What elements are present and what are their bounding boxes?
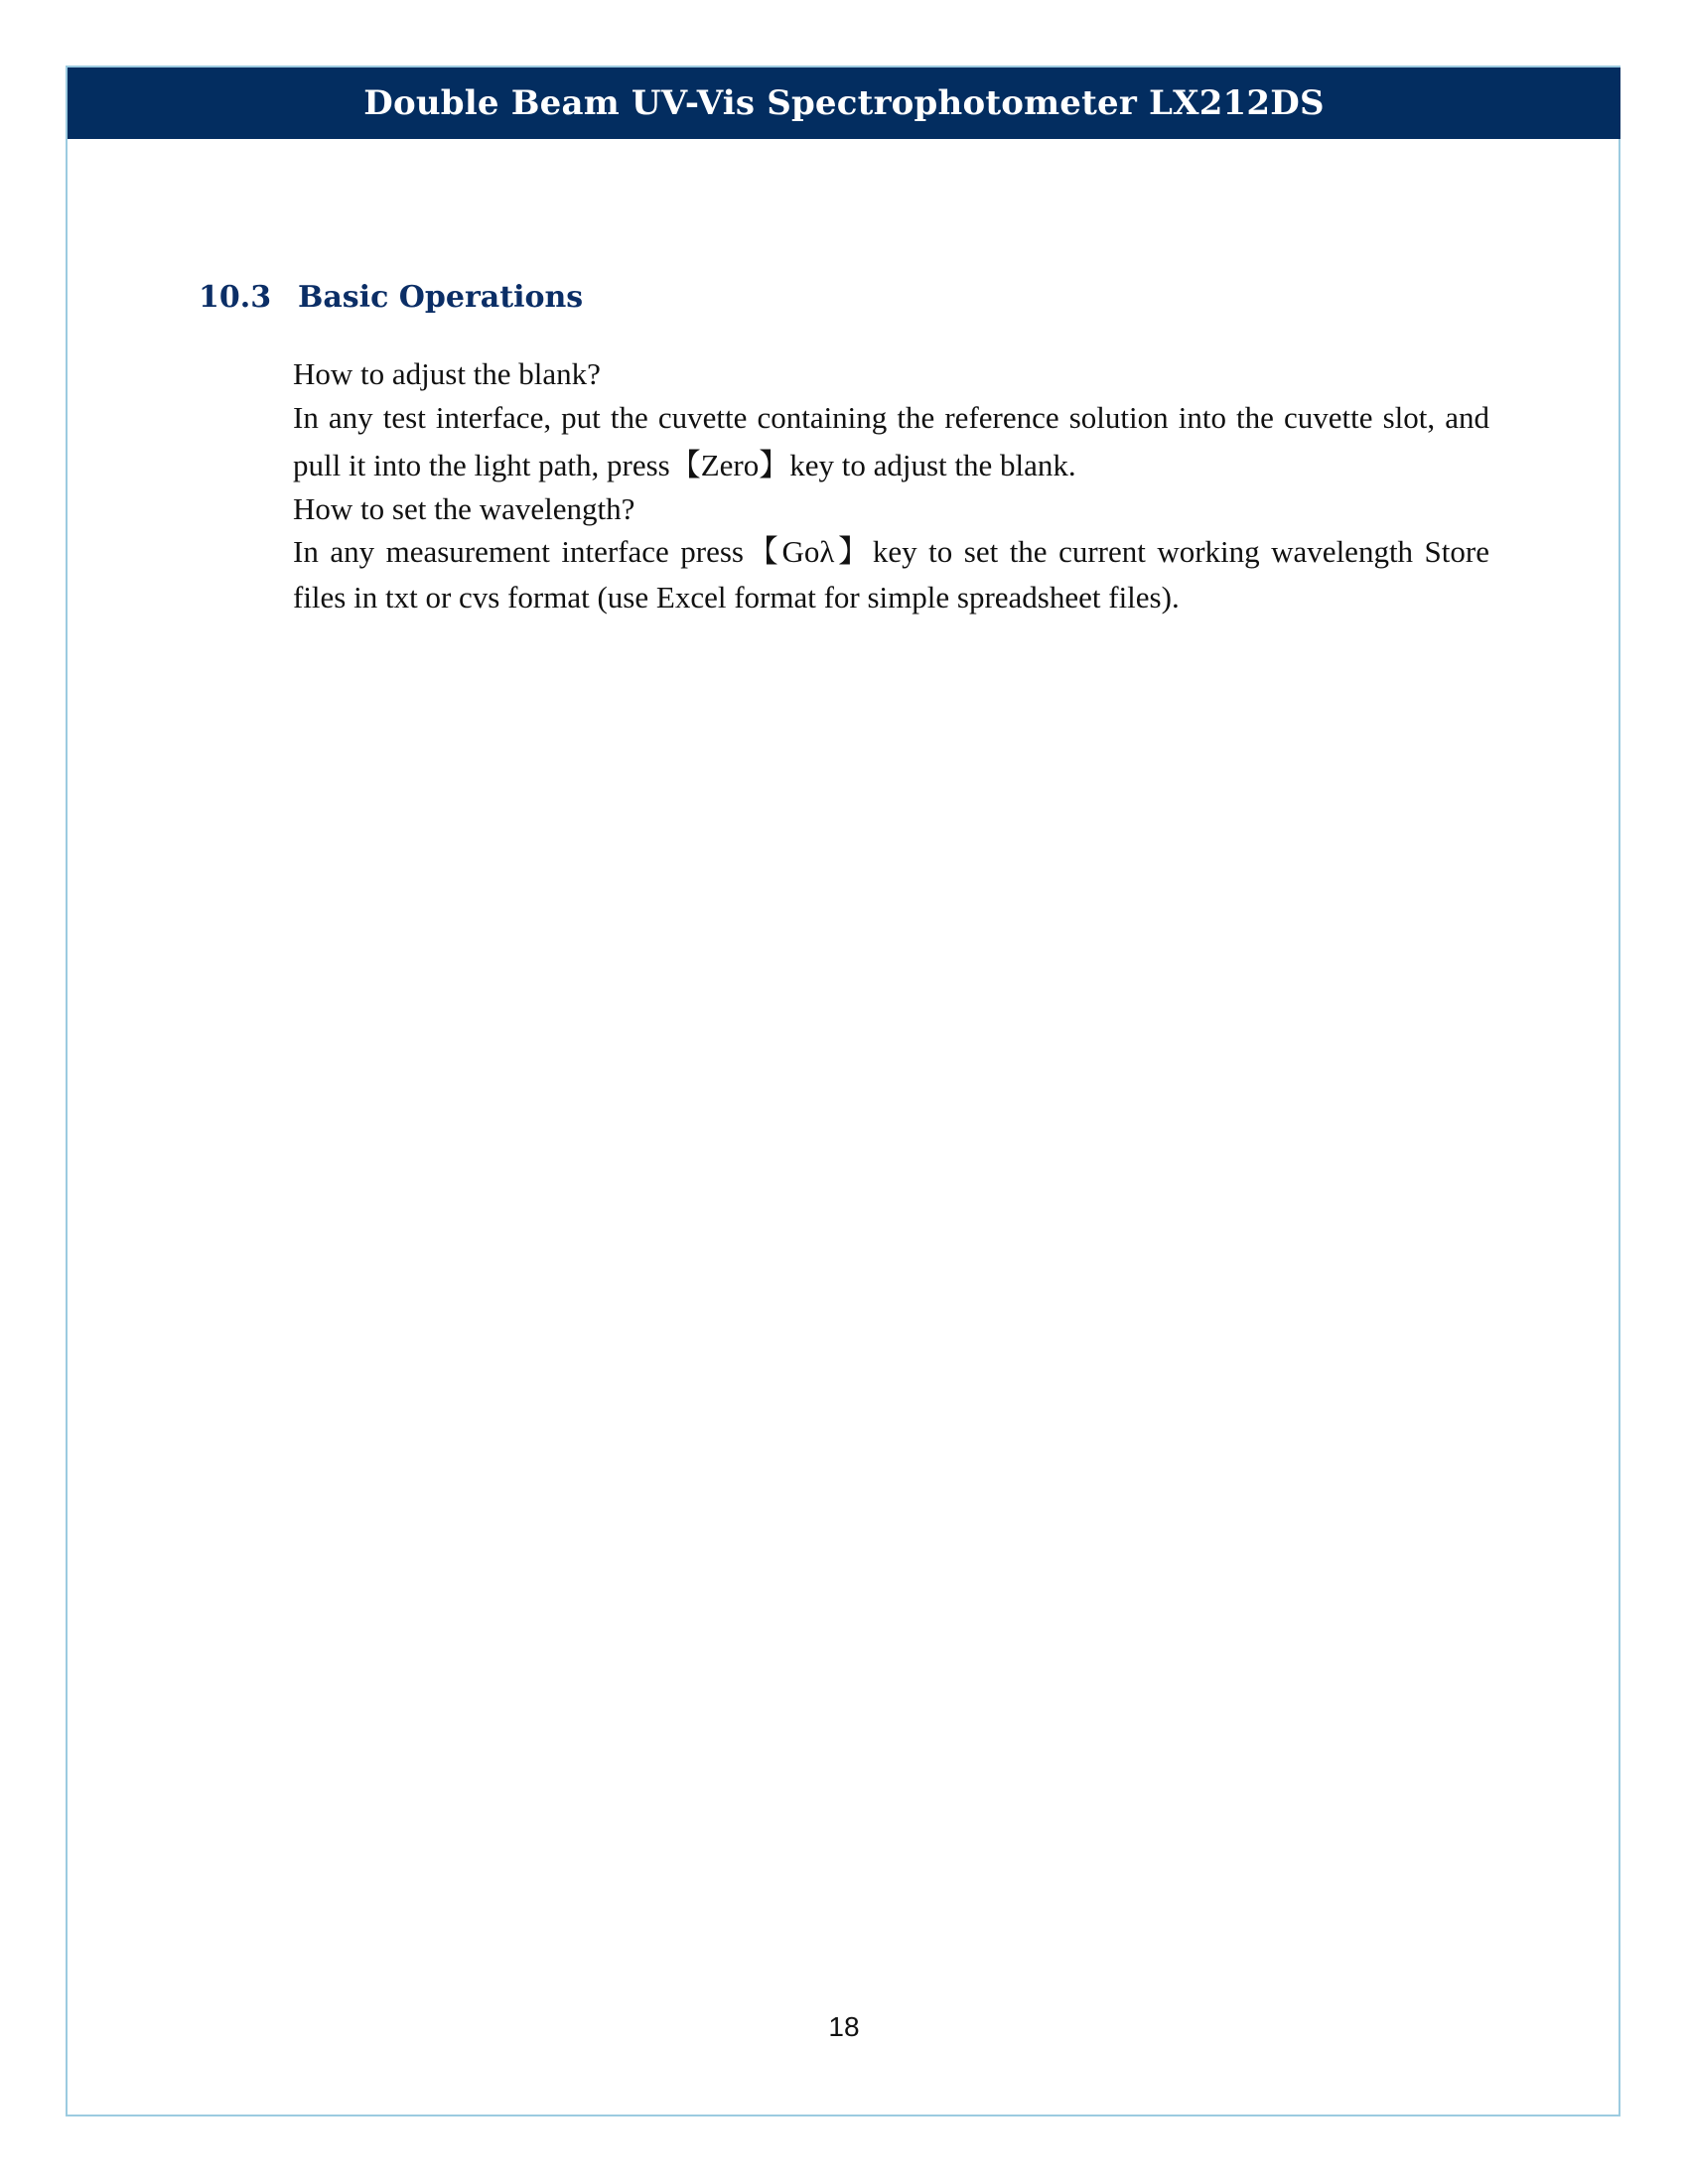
document-title: Double Beam UV-Vis Spectrophotometer LX212DS <box>363 83 1325 123</box>
question-set-wavelength: How to set the wavelength? <box>293 491 635 526</box>
section-title: Basic Operations <box>298 280 584 315</box>
header-bar <box>68 68 1620 139</box>
answer-set-wavelength: In any measurement interface press【Goλ】key to set the current working wavelength Store files in txt or cvs format (use Excel format for simple spreadsheet files). <box>293 534 1489 614</box>
page-number: 18 <box>828 2011 860 2042</box>
answer-adjust-blank: In any test interface, put the cuvette containing the reference solution into the cuvette slot, and pull it into the light path, press【Zero】key to adjust the blank. <box>293 400 1489 482</box>
section-number: 10.3 <box>199 280 272 315</box>
question-adjust-blank: How to adjust the blank? <box>293 356 601 391</box>
section-heading <box>199 278 583 318</box>
body-text <box>293 354 1489 620</box>
